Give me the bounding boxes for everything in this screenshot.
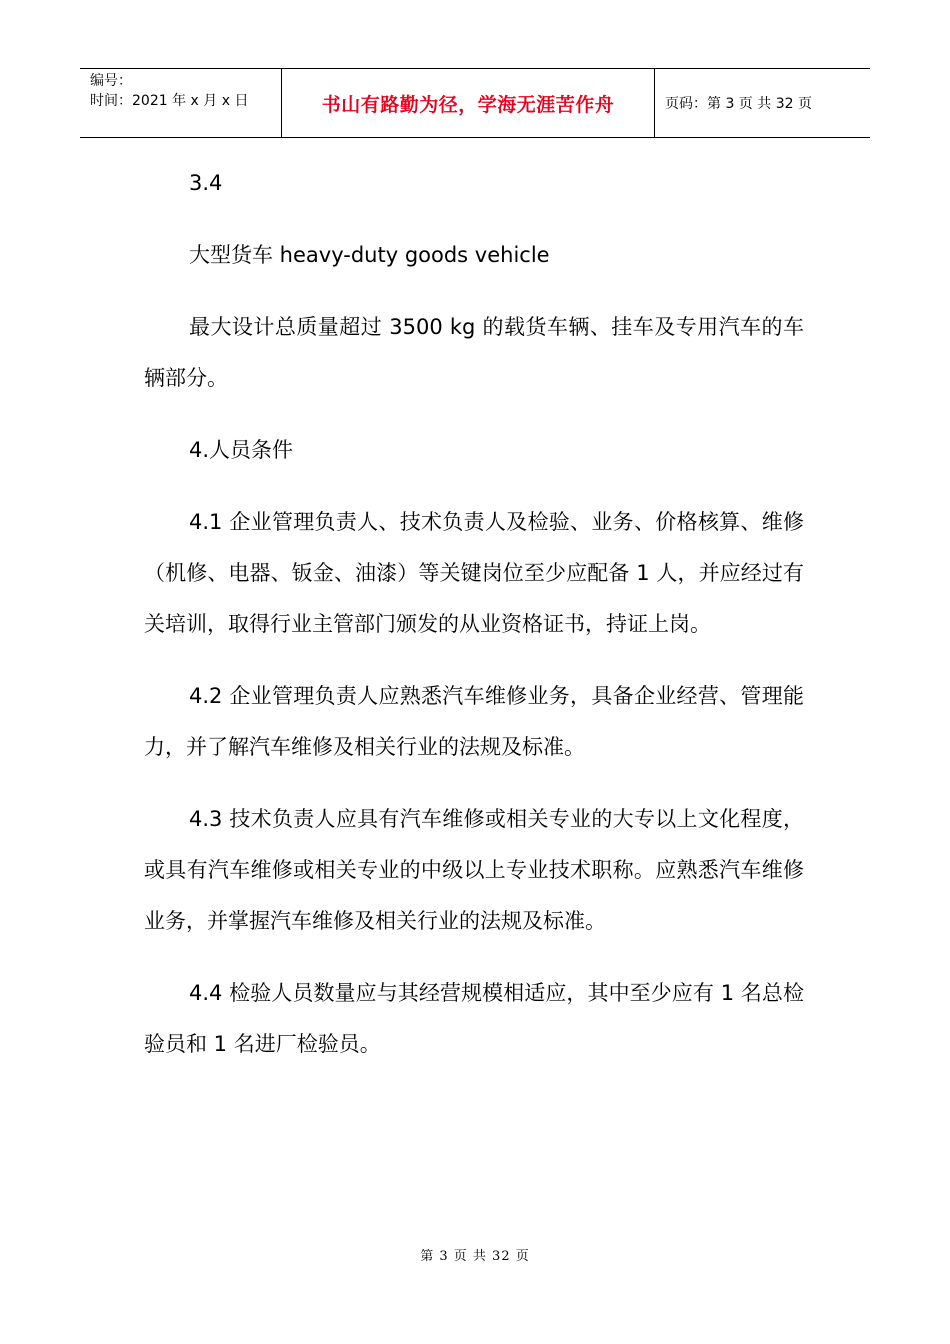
page-footer: 第 3 页 共 32 页 — [420, 1249, 530, 1264]
paragraph-4-1: 4.1 企业管理负责人、技术负责人及检验、业务、价格核算、维修（机修、电器、钣金、油漆）等关键岗位至少应配备 1 人，并应经过有关培训，取得行业主管部门颁发的从业资格证书，持证上岗。 — [144, 510, 804, 636]
paragraph-3-4: 3.4 — [189, 171, 223, 195]
document-body — [144, 158, 804, 1091]
header-page-label: 页码：第 3 页 共 32 页 — [665, 96, 812, 112]
paragraph-4-3: 4.3 技术负责人应具有汽车维修或相关专业的大专以上文化程度，或具有汽车维修或相关专业的中级以上专业技术职称。应熟悉汽车维修业务，并掌握汽车维修及相关行业的法规及标准。 — [144, 807, 804, 933]
header-meta — [80, 69, 282, 137]
paragraph-4-4: 4.4 检验人员数量应与其经营规模相适应，其中至少应有 1 名总检验员和 1 名进厂检验员。 — [144, 981, 804, 1056]
time-label: 时间：2021 年 x 月 x 日 — [90, 93, 249, 109]
paragraph-4-2: 4.2 企业管理负责人应熟悉汽车维修业务，具备企业经营、管理能力，并了解汽车维修及相关行业的法规及标准。 — [144, 684, 804, 759]
paragraph-term: 大型货车 heavy-duty goods vehicle — [189, 243, 550, 267]
number-label: 编号： — [90, 73, 132, 89]
header-motto: 书山有路勤为径，学海无涯苦作舟 — [282, 69, 655, 137]
page-header — [80, 68, 870, 138]
paragraph-definition: 最大设计总质量超过 3500 kg 的载货车辆、挂车及专用汽车的车辆部分。 — [144, 315, 804, 390]
section-heading-4: 4.人员条件 — [189, 438, 294, 462]
